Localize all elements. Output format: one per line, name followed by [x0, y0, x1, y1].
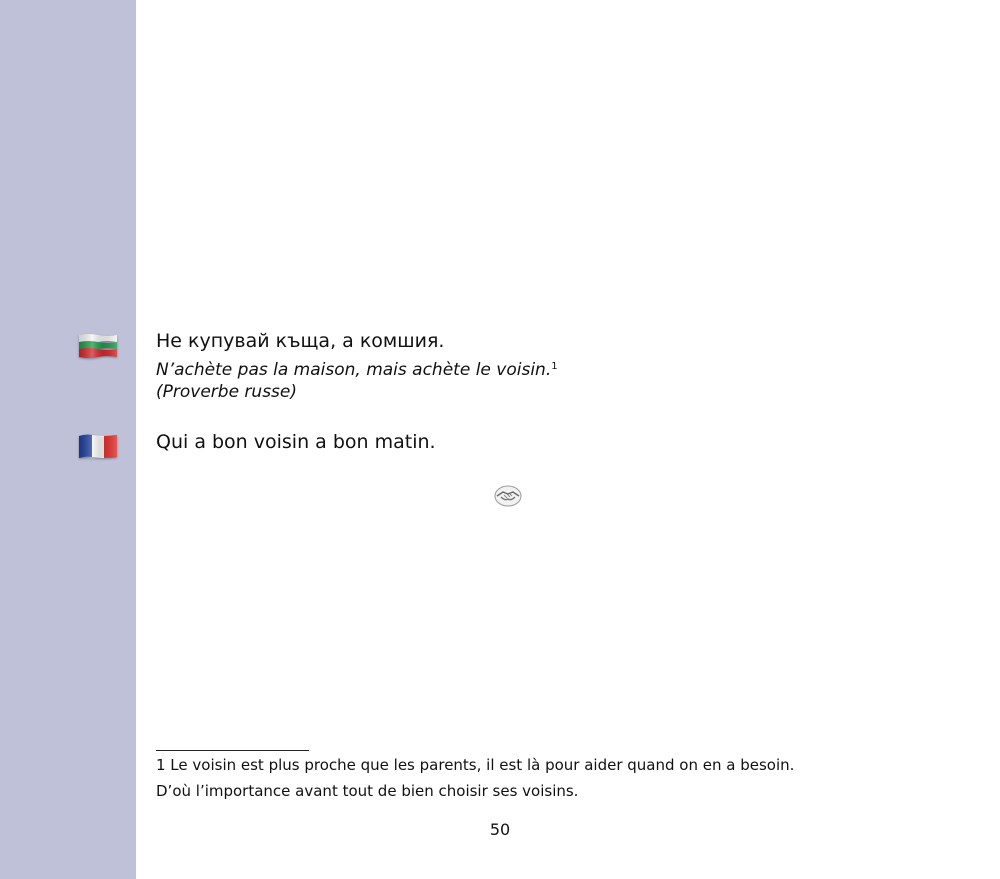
proverb-bulgarian: Не купувай къща, а комшия. [156, 330, 445, 352]
footnote-marker: 1 [551, 361, 558, 372]
footnote-line-1: 1 Le voisin est plus proche que les parents, il est là pour aider quand on en a besoin. [156, 756, 795, 774]
proverb-source: (Proverbe russe) [156, 382, 298, 402]
handshake-icon [493, 483, 523, 509]
proverb-french: Qui a bon voisin a bon matin. [156, 431, 436, 453]
translation-text: N’achète pas la maison, mais achète le voisin. [156, 360, 552, 380]
footnote-line-2: D’où l’importance avant tout de bien choisir ses voisins. [156, 782, 579, 800]
page-number: 50 [489, 820, 511, 839]
french-flag-icon [79, 434, 117, 460]
footnote-rule [156, 750, 309, 751]
bulgarian-flag-icon [79, 333, 117, 359]
proverb-translation [156, 355, 558, 382]
page-number-row [0, 820, 1000, 840]
